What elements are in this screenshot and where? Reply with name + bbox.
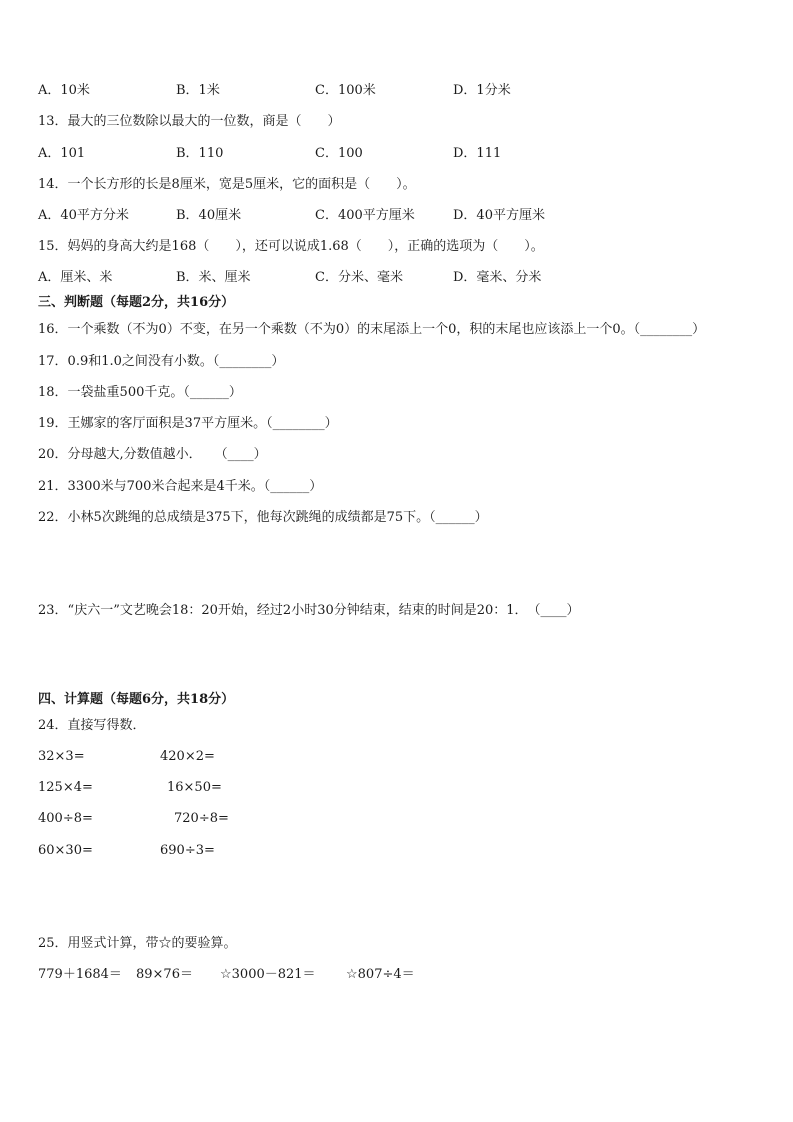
q12-option-d: D．1分米 — [453, 83, 511, 98]
question-15: 15．妈妈的身高大约是168（ ），还可以说成1.68（ ），正确的选项为（ ）。 — [38, 239, 544, 254]
direct-calc-item: 60×30= — [38, 843, 93, 858]
q13-option-a: A．101 — [38, 146, 86, 161]
q14-option-b: B．40厘米 — [176, 208, 242, 223]
direct-calc-item: 16×50= — [167, 780, 222, 795]
question-20: 20．分母越大,分数值越小． （____） — [38, 447, 267, 462]
vertical-calc-item: ☆807÷4＝ — [346, 967, 415, 982]
q15-option-d: D．毫米、分米 — [453, 270, 542, 285]
vertical-calc-item: 89×76＝ — [136, 967, 193, 982]
q13-option-b: B．110 — [176, 146, 224, 161]
question-14: 14．一个长方形的长是8厘米，宽是5厘米，它的面积是（ ）。 — [38, 177, 416, 192]
q13-option-c: C．100 — [315, 146, 363, 161]
direct-calc-item: 720÷8= — [174, 811, 229, 826]
direct-calc-item: 690÷3= — [160, 843, 215, 858]
question-24: 24．直接写得数． — [38, 718, 146, 733]
direct-calc-item: 125×4= — [38, 780, 93, 795]
question-19: 19．王娜家的客厅面积是37平方厘米。（________） — [38, 416, 338, 431]
q12-option-a: A．10米 — [38, 83, 90, 98]
question-16: 16．一个乘数（不为0）不变，在另一个乘数（不为0）的末尾添上一个0，积的末尾也应该添上一个0。（________） — [38, 322, 706, 337]
q13-option-d: D．111 — [453, 146, 502, 161]
vertical-calc-item: 779＋1684＝ — [38, 967, 122, 982]
question-23: 23．“庆六一”文艺晚会18：20开始，经过2小时30分钟结束，结束的时间是20：1． （____） — [38, 603, 580, 618]
q14-option-d: D．40平方厘米 — [453, 208, 545, 223]
question-18: 18．一袋盐重500千克。（______） — [38, 385, 242, 400]
q14-option-a: A．40平方分米 — [38, 208, 129, 223]
section-3-title: 三、判断题（每题2分，共16分） — [38, 295, 235, 310]
q15-option-a: A．厘米、米 — [38, 270, 113, 285]
q12-option-b: B．1米 — [176, 83, 220, 98]
direct-calc-item: 32×3= — [38, 749, 85, 764]
vertical-calc-item: ☆3000－821＝ — [220, 967, 316, 982]
question-21: 21．3300米与700米合起来是4千米。（______） — [38, 479, 323, 494]
question-17: 17．0.9和1.0之间没有小数。（________） — [38, 354, 285, 369]
direct-calc-item: 400÷8= — [38, 811, 93, 826]
q15-option-b: B．米、厘米 — [176, 270, 251, 285]
q15-option-c: C．分米、毫米 — [315, 270, 403, 285]
direct-calc-item: 420×2= — [160, 749, 215, 764]
question-13: 13．最大的三位数除以最大的一位数，商是（ ） — [38, 114, 341, 129]
q14-option-c: C．400平方厘米 — [315, 208, 415, 223]
q12-option-c: C．100米 — [315, 83, 376, 98]
section-4-title: 四、计算题（每题6分，共18分） — [38, 692, 235, 707]
question-25: 25．用竖式计算，带☆的要验算。 — [38, 936, 237, 951]
question-22: 22．小林5次跳绳的总成绩是375下，他每次跳绳的成绩都是75下。（______） — [38, 510, 488, 525]
